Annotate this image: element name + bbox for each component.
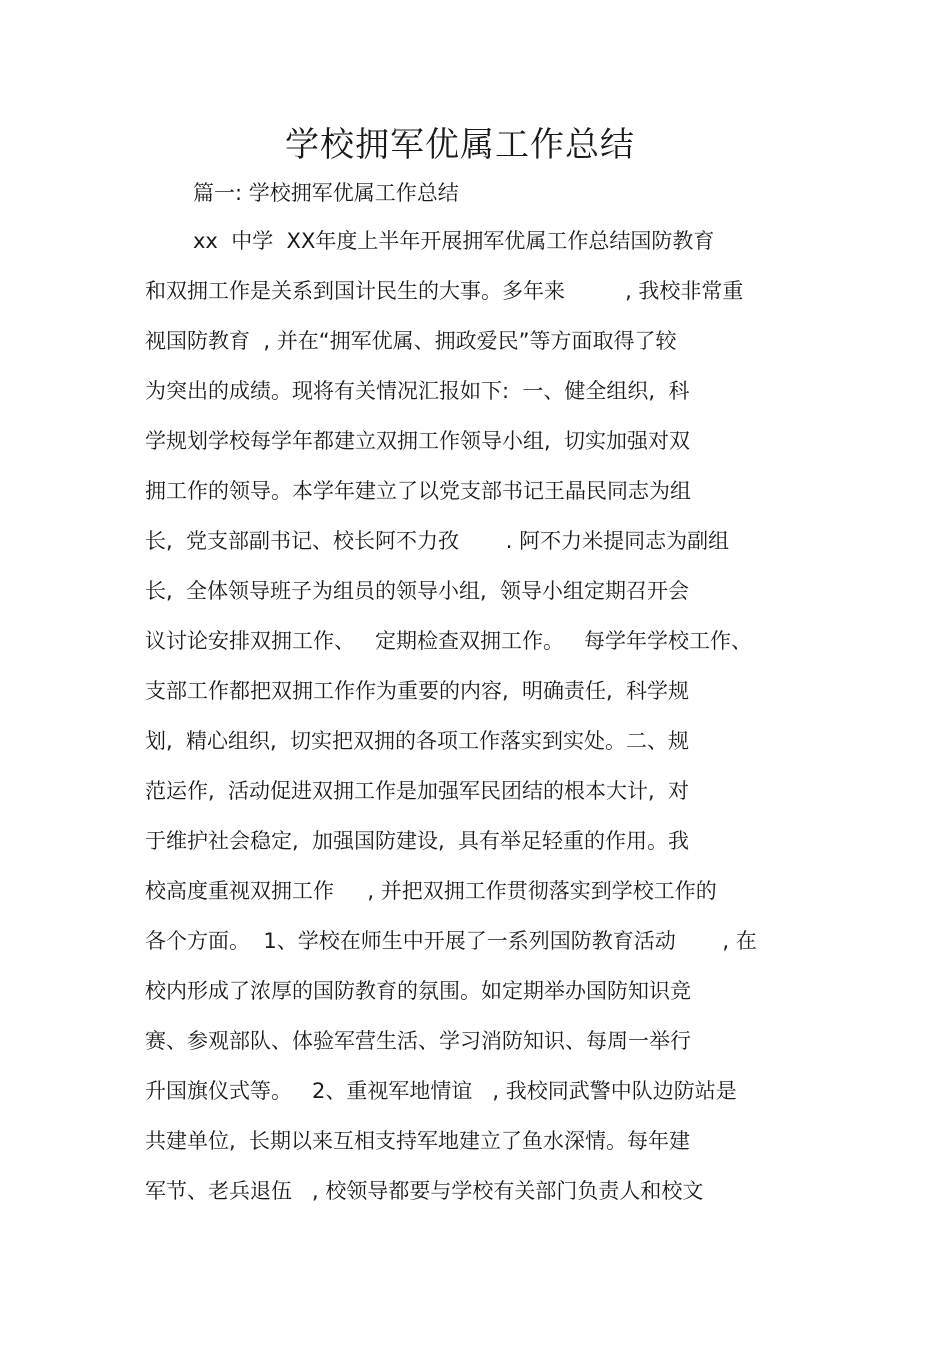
body-line: 视国防教育 , 并在“拥军优属、拥政爱民”等方面取得了较 (145, 329, 677, 353)
body-line: 学规划学校每学年都建立双拥工作领导小组, 切实加强对双 (145, 429, 691, 453)
document-title: 学校拥军优属工作总结 (285, 125, 635, 165)
body-line: 划, 精心组织, 切实把双拥的各项工作落实到实处。二、规 (145, 729, 690, 753)
body-line: 各个方面。 1、学校在师生中开展了一系列国防教育活动 , 在 (145, 929, 757, 953)
body-line: 校内形成了浓厚的国防教育的氛围。如定期举办国防知识竞 (145, 979, 691, 1003)
body-line: 军节、老兵退伍 , 校领导都要与学校有关部门负责人和校文 (145, 1179, 704, 1203)
body-line: xx 中学 XX年度上半年开展拥军优属工作总结国防教育 (193, 229, 715, 253)
body-line: 议讨论安排双拥工作、 定期检查双拥工作。 每学年学校工作、 (145, 629, 753, 653)
body-line: 长, 党支部副书记、校长阿不力孜 . 阿不力米提同志为副组 (145, 529, 730, 553)
document-subtitle: 篇一: 学校拥军优属工作总结 (193, 181, 459, 205)
body-line: 范运作, 活动促进双拥工作是加强军民团结的根本大计, 对 (145, 779, 690, 803)
body-line: 校高度重视双拥工作 , 并把双拥工作贯彻落实到学校工作的 (145, 879, 717, 903)
body-line: 长, 全体领导班子为组员的领导小组, 领导小组定期召开会 (145, 579, 690, 603)
body-line: 和双拥工作是关系到国计民生的大事。多年来 , 我校非常重 (145, 279, 744, 303)
body-line: 共建单位, 长期以来互相支持军地建立了鱼水深情。每年建 (145, 1129, 691, 1153)
body-line: 拥工作的领导。本学年建立了以党支部书记王晶民同志为组 (145, 479, 691, 503)
body-line: 为突出的成绩。现将有关情况汇报如下: 一、健全组织, 科 (145, 379, 690, 403)
body-line: 支部工作都把双拥工作作为重要的内容, 明确责任, 科学规 (145, 679, 690, 703)
body-line: 升国旗仪式等。 2、重视军地情谊 , 我校同武警中队边防站是 (145, 1079, 737, 1103)
body-line: 于维护社会稳定, 加强国防建设, 具有举足轻重的作用。我 (145, 829, 690, 853)
body-line: 赛、参观部队、体验军营生活、学习消防知识、每周一举行 (145, 1029, 691, 1053)
